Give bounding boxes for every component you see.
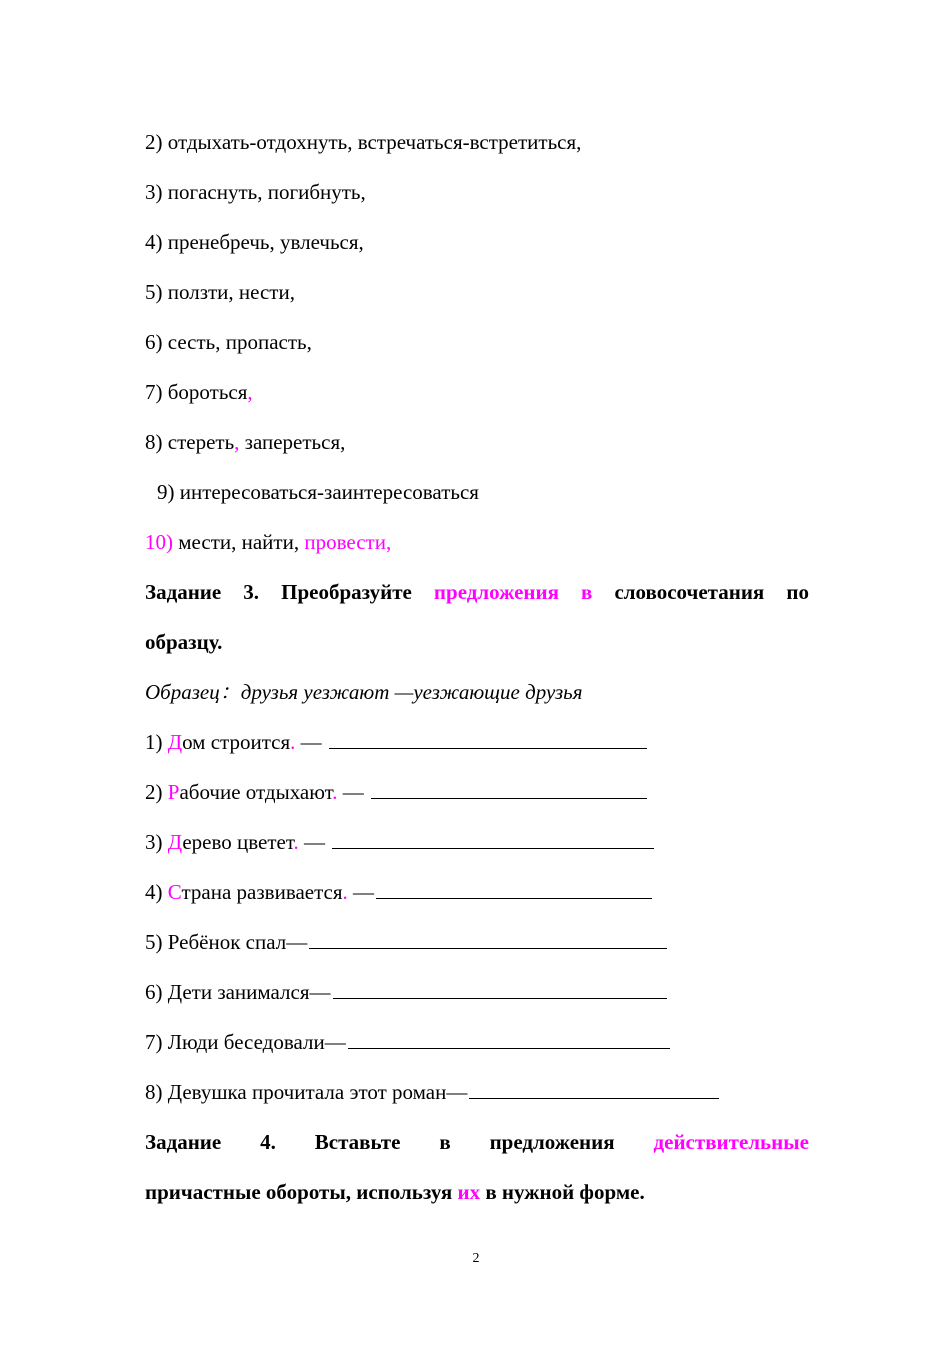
answer-blank[interactable] [469,1079,719,1099]
highlight-mark: , [247,380,253,404]
list-item: 4) пренебречь, увлечься, [145,230,364,254]
exercise-item: 1) Дом строится. — [145,729,647,755]
list-item: 3) погаснуть, погибнуть, [145,180,366,204]
exercise-item: 4) Страна развивается. — [145,879,652,905]
task4-heading: Задание 4. Вставьте в предложения действительные [145,1130,809,1154]
answer-blank[interactable] [329,729,647,749]
list-item: 9) интересоваться-заинтересоваться [157,480,479,504]
task4-heading-line2: причастные обороты, используя их в нужной форме. [145,1180,645,1204]
list-item: 10) мести, найти, провести, [145,530,392,554]
answer-blank[interactable] [376,879,652,899]
highlight-mark: провести, [304,530,392,554]
example-line: Образец：друзья уезжают —уезжающие друзья [145,680,583,704]
highlight-mark: , [234,430,240,454]
list-item: 2) отдыхать-отдохнуть, встречаться-встретиться, [145,130,582,154]
answer-blank[interactable] [332,829,654,849]
list-item: 6) сесть, пропасть, [145,330,312,354]
answer-blank[interactable] [348,1029,670,1049]
page-number: 2 [472,1251,480,1266]
exercise-item: 8) Девушка прочитала этот роман— [145,1079,719,1105]
answer-blank[interactable] [371,779,647,799]
answer-blank[interactable] [333,979,667,999]
exercise-item: 2) Рабочие отдыхают. — [145,779,647,805]
exercise-item: 5) Ребёнок спал— [145,929,667,955]
task3-heading-line2: образцу. [145,630,223,654]
exercise-item: 7) Люди беседовали— [145,1029,670,1055]
answer-blank[interactable] [309,929,667,949]
list-item: 8) стереть, запереться, [145,430,346,454]
list-item: 7) бороться, [145,380,253,404]
list-item: 5) ползти, нести, [145,280,295,304]
exercise-item: 3) Дерево цветет. — [145,829,654,855]
exercise-item: 6) Дети занимался— [145,979,667,1005]
task3-heading: Задание 3. Преобразуйте предложения в словосочетания по [145,580,809,604]
